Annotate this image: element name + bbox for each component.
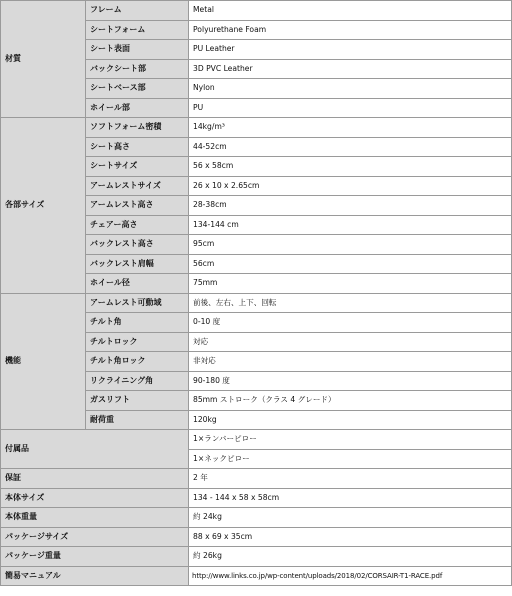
row-label: アームレスト高さ (86, 196, 189, 216)
row-value: 14kg/m³ (189, 118, 512, 138)
row-label: チェアー高さ (86, 215, 189, 235)
row-label: ホイール径 (86, 274, 189, 294)
table-row (1, 488, 512, 508)
row-value: 90-180 度 (189, 371, 512, 391)
row-label: バックレスト高さ (86, 235, 189, 255)
row-label: ソフトフォーム密積 (86, 118, 189, 138)
table-row (1, 508, 512, 528)
row-value: Polyurethane Foam (189, 20, 512, 40)
row-label: 本体サイズ (1, 488, 189, 508)
row-value: 95cm (189, 235, 512, 255)
row-label: リクライニング角 (86, 371, 189, 391)
row-value: 約 26kg (189, 547, 512, 567)
row-value: 26 x 10 x 2.65cm (189, 176, 512, 196)
row-label: シートベース部 (86, 79, 189, 99)
row-label: シートサイズ (86, 157, 189, 177)
accessory-item: 1×ランバーピロー (189, 430, 512, 450)
row-value: 134-144 cm (189, 215, 512, 235)
row-label: ホイール部 (86, 98, 189, 118)
row-label: 耐荷重 (86, 410, 189, 430)
table-row (1, 527, 512, 547)
row-label: バックシート部 (86, 59, 189, 79)
row-label: 簡易マニュアル (1, 566, 189, 586)
table-row (1, 469, 512, 489)
row-value: Metal (189, 1, 512, 21)
table-row (1, 118, 512, 138)
row-value: 44-52cm (189, 137, 512, 157)
row-value: 75mm (189, 274, 512, 294)
row-label: チルト角 (86, 313, 189, 333)
row-value: 前後、左右、上下、回転 (189, 293, 512, 313)
row-value: Nylon (189, 79, 512, 99)
row-label: チルト角ロック (86, 352, 189, 372)
row-value: 28-38cm (189, 196, 512, 216)
table-row (1, 566, 512, 586)
row-value: 約 24kg (189, 508, 512, 528)
row-value: 56 x 58cm (189, 157, 512, 177)
row-value: PU (189, 98, 512, 118)
category-features: 機能 (1, 293, 86, 430)
row-label: シート高さ (86, 137, 189, 157)
accessory-item: 1×ネックピロー (189, 449, 512, 469)
row-label: バックレスト肩幅 (86, 254, 189, 274)
category-dimensions: 各部サイズ (1, 118, 86, 294)
spec-table-body (1, 1, 512, 586)
row-label: ガスリフト (86, 391, 189, 411)
row-value: 0-10 度 (189, 313, 512, 333)
table-row (1, 547, 512, 567)
table-row (1, 430, 512, 450)
row-label: 本体重量 (1, 508, 189, 528)
row-label: フレーム (86, 1, 189, 21)
row-value: 対応 (189, 332, 512, 352)
row-value: 非対応 (189, 352, 512, 372)
row-value: 2 年 (189, 469, 512, 489)
row-value: 85mm ストローク（クラス 4 グレード） (189, 391, 512, 411)
row-label: 保証 (1, 469, 189, 489)
category-material: 材質 (1, 1, 86, 118)
row-label: シート表面 (86, 40, 189, 60)
row-label: パッケージサイズ (1, 527, 189, 547)
row-value: 120kg (189, 410, 512, 430)
manual-link[interactable]: http://www.links.co.jp/wp-content/uploads/2018/02/CORSAIR-T1-RACE.pdf (189, 566, 512, 586)
table-row (1, 1, 512, 21)
table-row (1, 293, 512, 313)
row-value: 88 x 69 x 35cm (189, 527, 512, 547)
row-value: 3D PVC Leather (189, 59, 512, 79)
row-label: パッケージ重量 (1, 547, 189, 567)
row-value: PU Leather (189, 40, 512, 60)
row-label: アームレストサイズ (86, 176, 189, 196)
row-label: アームレスト可動域 (86, 293, 189, 313)
accessories-label: 付属品 (1, 430, 189, 469)
row-value: 56cm (189, 254, 512, 274)
row-label: シートフォーム (86, 20, 189, 40)
row-label: チルトロック (86, 332, 189, 352)
row-value: 134 - 144 x 58 x 58cm (189, 488, 512, 508)
